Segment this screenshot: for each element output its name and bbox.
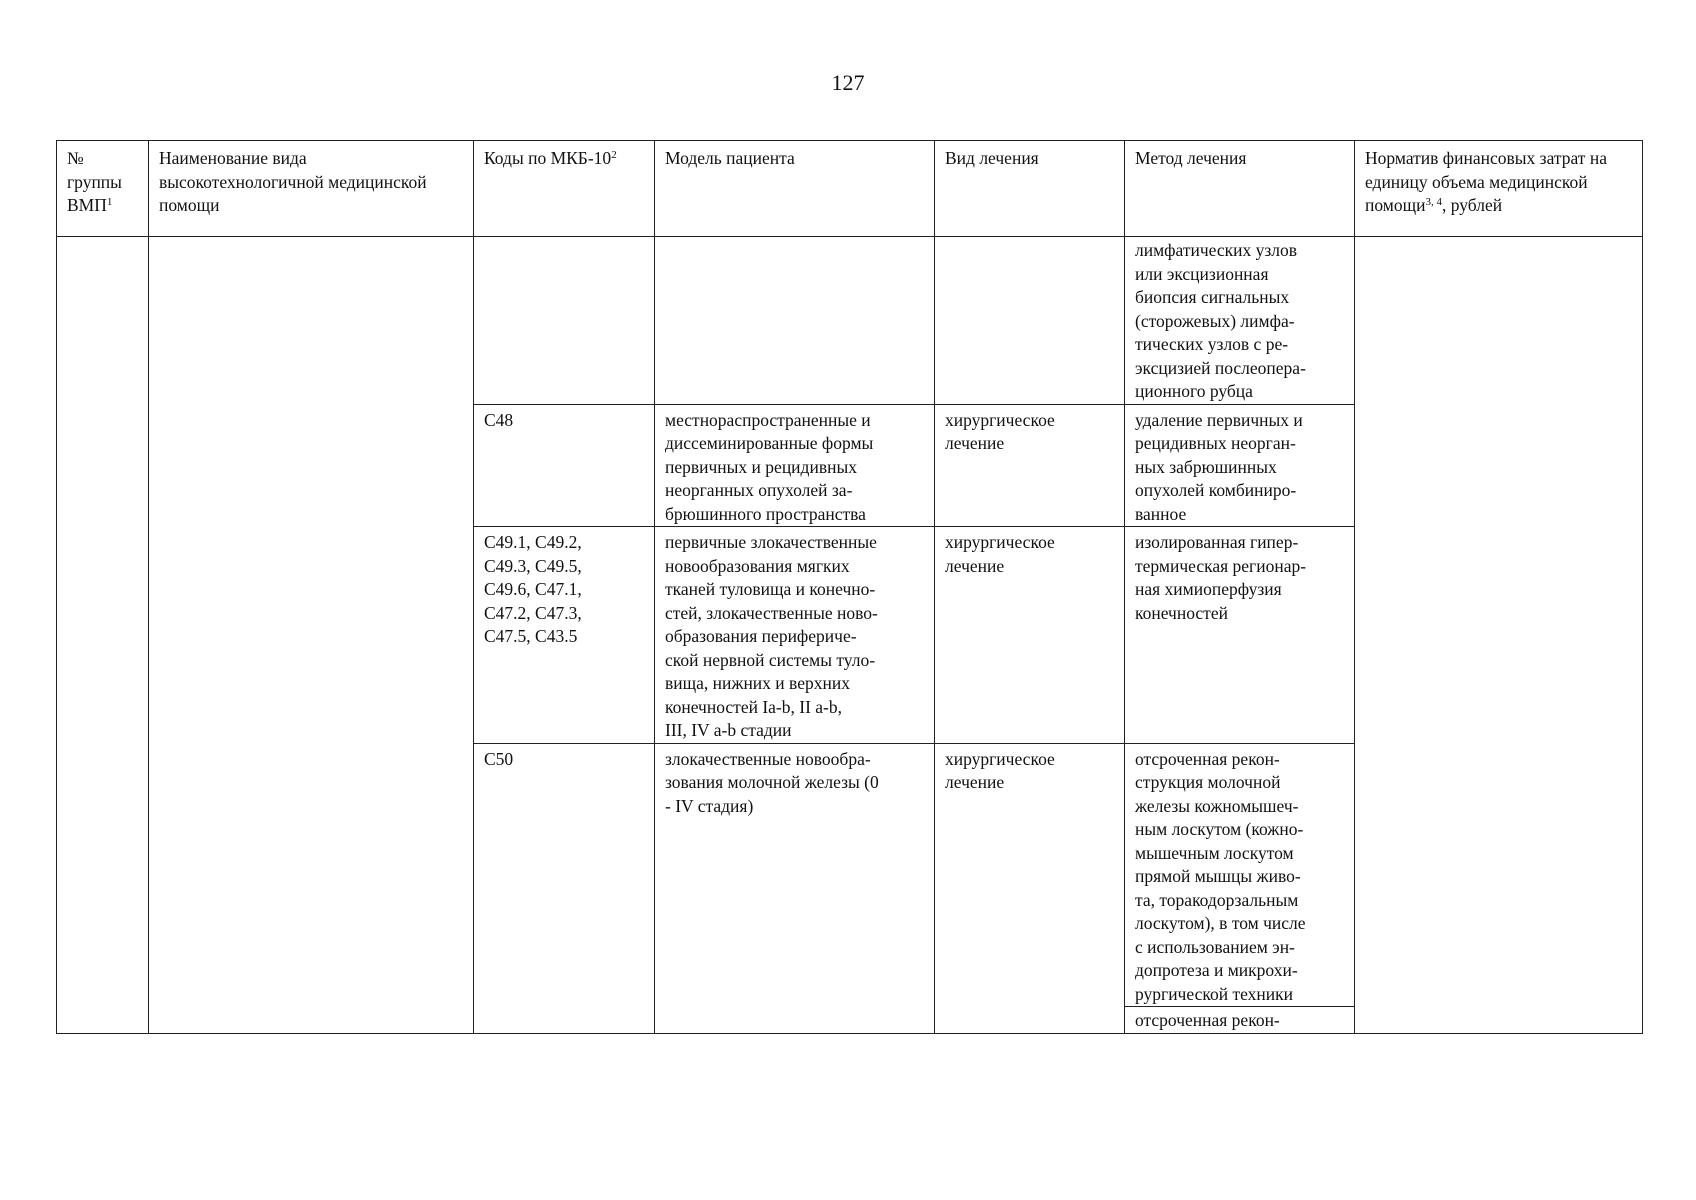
header-cost-norm: Норматив финансовых затрат на единицу объема медицинской помощи$^{3, 4}$, рублей [1355, 141, 1643, 237]
treatment-method-cell: удаление первичных и рецидивных неорган- ных забрюшинных опухолей комбиниро- ванное [1125, 404, 1355, 527]
header-icd-codes: Коды по МКБ-$10^2$ [474, 141, 655, 237]
treatment-type-cell [935, 237, 1125, 405]
header-treatment-method: Метод лечения [1125, 141, 1355, 237]
group-no-cell [57, 237, 149, 1034]
treatment-method-cell: отсроченная рекон- струкция молочной железы кожномышеч- ным лоскутом (кожно- мышечным лоскутом прямой мышцы живо- та, торакодорзальным лоскутом), в том числе с использованием эн- допротеза и микрохи- рургической техники [1125, 743, 1355, 1007]
treatment-type-cell: хирургическое лечение [935, 743, 1125, 1033]
treatment-method-cell: отсроченная рекон- [1125, 1007, 1355, 1034]
patient-model-cell [655, 237, 935, 405]
icd-codes-cell: C49.1, C49.2, C49.3, C49.5, C49.6, C47.1, C47.2, C47.3, C47.5, C43.5 [474, 527, 655, 744]
vmp-table [56, 140, 1643, 1034]
header-service-name: Наименование вида высокотехнологичной медицинской помощи [149, 141, 474, 237]
cost-norm-cell [1355, 237, 1643, 1034]
header-group-no: № группы ВМП$^1$ [57, 141, 149, 237]
header-patient-model: Модель пациента [655, 141, 935, 237]
header-row [57, 141, 1643, 237]
page-number: 127 [831, 70, 865, 95]
service-name-cell [149, 237, 474, 1034]
patient-model-cell: первичные злокачественные новообразования мягких тканей туловища и конечно- стей, злокачественные ново- образования периферичe- ской нервной системы туло- вища, нижних и верхних конечностей Ia-b, II a-b, III, IV a-b стадии [655, 527, 935, 744]
patient-model-cell: местнораспространенные и диссеминированные формы первичных и рецидивных неорганных опухолей за- брюшинного пространства [655, 404, 935, 527]
icd-codes-cell: C50 [474, 743, 655, 1033]
icd-codes-cell [474, 237, 655, 405]
treatment-method-cell: изолированная гипер- термическая регионар- ная химиоперфузия конечностей [1125, 527, 1355, 744]
treatment-method-cell: лимфатических узлов или эксцизионная биопсия сигнальных (сторожевых) лимфа- тических узлов с ре- эксцизией послеопера- ционного рубца [1125, 237, 1355, 405]
treatment-type-cell: хирургическое лечение [935, 404, 1125, 527]
patient-model-cell: злокачественные новообра- зования молочной железы (0 - IV стадия) [655, 743, 935, 1033]
icd-codes-cell: C48 [474, 404, 655, 527]
header-treatment-type: Вид лечения [935, 141, 1125, 237]
table-row [57, 237, 1643, 405]
treatment-type-cell: хирургическое лечение [935, 527, 1125, 744]
